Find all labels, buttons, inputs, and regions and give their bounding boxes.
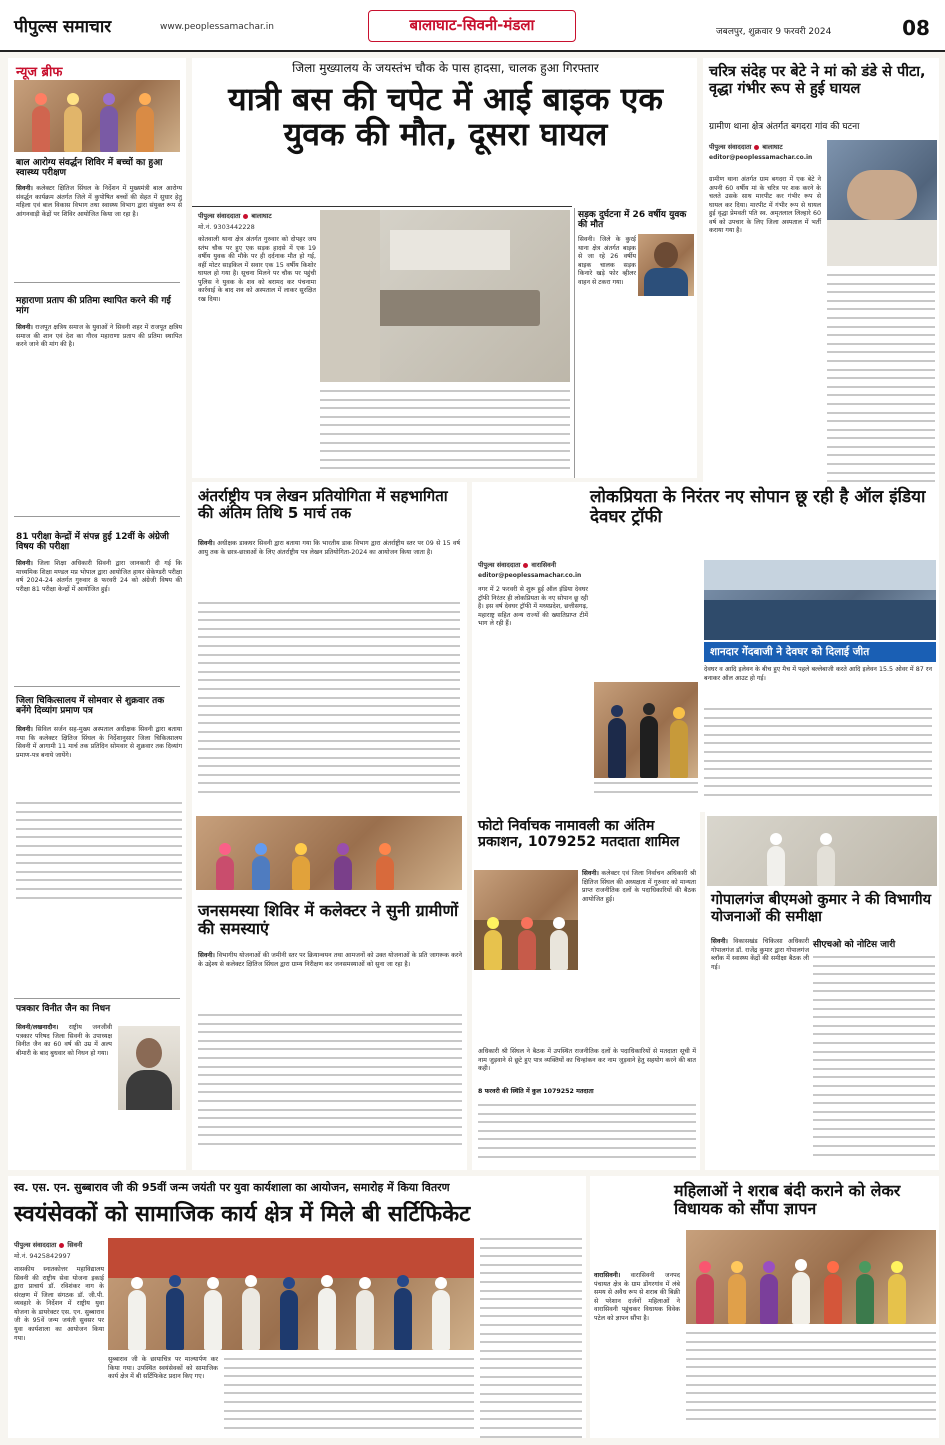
women-memo-photo: [686, 1230, 936, 1324]
volunteers-story: [8, 1176, 586, 1438]
voter-list-dateline: सिवनी।: [582, 870, 599, 877]
lead-story: [192, 58, 697, 478]
public-camp-story: [192, 812, 467, 1170]
masthead-website[interactable]: www.peoplessamachar.in: [160, 22, 274, 32]
volunteers-mobile: मो.नं. 9425842997: [14, 1252, 71, 1260]
brief2-title: महाराणा प्रताप की प्रतिमा स्थापित करने की गई मांग: [16, 296, 171, 317]
team-group-photo: [704, 560, 936, 640]
masthead-logo[interactable]: पीपुल्स समाचार: [14, 17, 112, 37]
lead-headline[interactable]: यात्री बस की चपेट में आई बाइक एक युवक की मौत, दूसरा घायल: [228, 80, 663, 154]
lead-sidebar-body: सिवनी। जिले के कुरई थाना क्षेत्र अंतर्गत बाइक से जा रहे 26 वर्षीय बाइक चालक सड़क किनारे खड़े फोर व्हीलर वाहन से टकरा गया।: [578, 236, 636, 286]
masthead: [0, 0, 945, 52]
voter-list-body2: अधिकारी श्री सिंघल ने बैठक में उपस्थित राजनीतिक दलों के पदाधिकारियों से मतदाता सूची में नाम जुड़वाने से छूटे हुए पात्र व्यक्तियों का चिन्हांकन कर नाम जुड़वाने हेतु सहयोग करने की बात कही।: [478, 1048, 696, 1073]
voter-list-headline[interactable]: फोटो निर्वाचक नामावली का अंतिम प्रकाशन, 1079252 मतदाता शामिल: [478, 818, 680, 851]
lead-body: कोतवाली थाना क्षेत्र अंतर्गत गुरुवार को दोपहर जय स्तंभ चौक पर हुए एक सड़क हादसे में एक 19 वर्षीय युवक की मौके पर ही दर्दनाक मौत हो गई, वहीं मोटर साइकिल में सवार एक 15 वर्षीय किशोर घायल हो गया है। सूचना मिलने पर चौक पर पहुंची पुलिस ने युवक के शव को बरामद कर पंचनामा कार्रवाई के बाद शव को अस्पताल में लाकर सुरक्षित रख दिया।: [198, 236, 316, 303]
voter-list-body: [582, 870, 696, 1044]
brief4-title: जिला चिकित्सालय में सोमवार से शुक्रवार तक बनेंगे दिव्यांग प्रमाण पत्र: [16, 696, 165, 717]
women-memo-story: [590, 1176, 939, 1438]
brief1-dateline: सिवनी।: [16, 185, 33, 192]
voter-list-text: कलेक्टर एवं जिला निर्वाचन अधिकारी श्री क्षितिज सिंघल की अध्यक्षता में गुरुवार को मान्यता प्राप्त राजनीतिक दलों के पदाधिकारियों की बैठक आयोजित हुई।: [582, 870, 696, 903]
brief1-text: कलेक्टर क्षितिज सिंघल के निर्देशन में मुख्यमंत्री बाल आरोग्य संवर्द्धन कार्यक्रम अंतर्गत जिले में कुपोषित बच्चों की सेहत में सुधार हेतु महिला एवं बाल विकास विभाग तथा स्वास्थ्य विभाग द्वारा संयुक्त रूप से आंगनवाड़ी केंद्रों पर शिविर आयोजित किया जा रहा है।: [16, 185, 182, 218]
brief5-dateline: सिवनी/लखनादौन।: [16, 1024, 59, 1031]
brief1-title: बाल आरोग्य संवर्द्धन शिविर में बच्चों का हुआ स्वास्थ्य परीक्षण: [16, 158, 163, 179]
right-top-headline[interactable]: चरित्र संदेह पर बेटे ने मां को डंडे से पीटा, वृद्धा गंभीर रूप से हुई घायल: [709, 64, 926, 97]
volunteers-kicker: स्व. एस. एन. सुब्बाराव जी की 95वीं जन्म जयंती पर युवा कार्यशाला का आयोजन, समारोह में किया वितरण: [14, 1181, 450, 1194]
right-top-sub: ग्रामीण थाना क्षेत्र अंतर्गत बगदरा गांव की घटना: [709, 122, 860, 132]
voter-list-highlight: 8 फरवरी की स्थिति में कुल 1079252 मतदाता: [478, 1088, 594, 1095]
women-memo-text: वारासिवनी जनपद पंचायत क्षेत्र के ग्राम डोंगरगांव में लंबे समय से अवैध रूप से शराब की बिक्री से परेशान दर्जनों महिलाओं ने वारासिवनी पहुंचकर विधायक विवेक पटेल को ज्ञापन सौंपा है।: [594, 1272, 680, 1322]
gopalganj-headline[interactable]: गोपालगंज बीएमओ कुमार ने की विभागीय योजनाओं की समीक्षा: [711, 892, 931, 925]
trophy-body: नगर में 2 फरवरी से शुरू हुई ऑल इंडिया देवघर ट्रॉफी निरंतर ही लोकप्रियता के नए सोपान छू रही है। इस वर्ष देवघर ट्रॉफी में मध्यप्रदेश, छत्तीसगढ़, महाराष्ट्र सहित अन्य राज्यों की ख्यातिप्राप्त टीमें भाग ले रही हैं।: [478, 586, 588, 628]
certificate-ceremony-photo: [108, 1238, 474, 1350]
region-title: बालाघाट-सिवनी-मंडला: [409, 16, 535, 34]
brief3-title: 81 परीक्षा केन्द्रों में संपन्न हुई 12वीं के अंग्रेजी विषय की परीक्षा: [16, 532, 169, 553]
volunteers-headline[interactable]: स्वयंसेवकों को सामाजिक कार्य क्षेत्र में मिले बी सर्टिफिकेट: [14, 1202, 471, 1227]
lead-byline: पीपुल्स संवाददाता बालाघाट: [198, 212, 272, 220]
brief3-body: [16, 560, 182, 680]
vineet-jain-portrait: [118, 1026, 180, 1110]
trophy-email[interactable]: editor@peoplessamachar.co.in: [478, 572, 582, 579]
voter-meeting-photo: [474, 870, 578, 970]
trophy-headline[interactable]: लोकप्रियता के निरंतर नए सोपान छू रही है ऑल इंडिया देवघर ट्रॉफी: [590, 487, 926, 527]
page-number: 08: [898, 16, 934, 44]
trophy-caption: शानदार गेंदबाजी ने देवघर को दिलाई जीत: [710, 646, 870, 658]
region-banner: [368, 10, 576, 42]
brief1-body: [16, 185, 182, 255]
brief3-text: जिला शिक्षा अधिकारी सिवनी द्वारा जानकारी दी गई कि माध्यमिक शिक्षा मण्डल मप्र भोपाल द्वारा आयोजित हायर सेकेण्डरी परीक्षा वर्ष 2024-24 अंतर्गत गुरुवार 8 फरवरी 24 को अंग्रेजी विषय की परीक्षा 81 परीक्षा केन्द्रों में आयोजित हुई।: [16, 560, 182, 593]
brief5-title: पत्रकार विनीत जैन का निधन: [16, 1004, 111, 1014]
letter-writing-dateline: सिवनी।: [198, 540, 215, 547]
health-camp-photo: [14, 80, 180, 152]
public-camp-headline[interactable]: जनसमस्या शिविर में कलेक्टर ने सुनी ग्रामीणों की समस्याएं: [198, 901, 459, 939]
gopalganj-photo: [707, 816, 937, 886]
brief3-dateline: सिवनी।: [16, 560, 33, 567]
trophy-winners-photo: [594, 682, 698, 778]
brief5-body: [16, 1024, 112, 1164]
public-camp-body: [198, 952, 462, 1006]
brief2-dateline: सिवनी।: [16, 324, 33, 331]
women-memo-headline[interactable]: महिलाओं ने शराब बंदी कराने को लेकर विधायक को सौंपा ज्ञापन: [674, 1181, 901, 1219]
volunteers-body: शासकीय स्नातकोत्तर महाविद्यालय सिवनी की राष्ट्रीय सेवा योजना इकाई द्वारा प्राचार्य डॉ. रविशंकर नाग के संरक्षण में जिला संगठक डॉ. जी.पी. व्यवहारे के निर्देशन में राष्ट्रीय युवा योजना के डायरेक्टर एस. एन. सुब्बाराव जी के 95वें जन्म जयंती सुवसर पर युवा कार्यशाला का आयोजन किया गया।: [14, 1266, 104, 1342]
lead-sidebar-title: सड़क दुर्घटना में 26 वर्षीय युवक की मौत: [578, 210, 687, 231]
brief5-text: राष्ट्रीय जनजीवी पत्रकार परिषद जिला सिवनी के उपाध्यक्ष विनीत जैन का 60 वर्ष की उम्र में अल्प बीमारी के बाद बुधवार को निधन हो गया।: [16, 1024, 112, 1057]
volunteers-body2: सुब्बाराव जी के छायाचित्र पर माल्यार्पण कर किया गया। उपस्थित स्वयंसेवकों को सामाजिक कार्य क्षेत्र में बी सर्टिफिकेट प्रदान किए गए।: [108, 1356, 218, 1381]
letter-writing-story: [192, 482, 467, 812]
trophy-caption-bar: [704, 642, 936, 662]
right-top-body: ग्रामीण थाना अंतर्गत ग्राम बगदरा में एक बेटे ने अपनी 60 वर्षीय मां के चरित्र पर शक करने के चलते उसके साथ मारपीट कर गंभीर रूप से घायल कर दिया। मारपीट में गंभीर रूप से घायल हुई वृद्धा प्रेमवती पति स्व. अमृतलाल लिल्हारे 60 वर्ष को उपचार के लिए जिला अस्पताल में भर्ती कराया गया है।: [709, 176, 821, 235]
hospital-photo: [320, 210, 570, 382]
brief2-body: [16, 324, 182, 404]
lead-kicker: जिला मुख्यालय के जयस्तंभ चौक के पास हादसा, चालक हुआ गिरफ्तार: [292, 61, 599, 75]
trophy-byline: पीपुल्स संवाददाता वारासिवनी: [478, 561, 557, 569]
news-brief-column: [8, 58, 186, 1170]
public-camp-text: विभागीय योजनाओं की जमीनी स्तर पर क्रियान्वयन तथा आमजनों को उक्त योजनाओं के प्रति जागरूक करने के उद्देश्य से कलेक्टर क्षितिज सिंघल द्वारा ग्राम्य निरीक्षण कर जनसमस्याओं को सुना जा रहा है।: [198, 952, 462, 968]
public-camp-photo: [196, 816, 462, 890]
women-memo-body: [594, 1272, 680, 1432]
gopalganj-text: विकासखंड चिकित्सा अधिकारी गोपालगंज डॉ. राजेंद्र कुमार द्वारा गोपालगंज ब्लॉक में स्वास्थ्य केंद्रों की समीक्षा बैठक ली गई।: [711, 938, 809, 971]
gopalganj-notice: सीएचओ को नोटिस जारी: [813, 940, 896, 950]
letter-writing-text: अधीक्षक डाकघर सिवनी द्वारा बताया गया कि भारतीय डाक विभाग द्वारा अंतर्राष्ट्रीय स्तर पर 09 से 15 वर्ष आयु तक के छात्र-छात्राओं के लिए अंतर्राष्ट्रीय पत्र लेखन प्रतियोगिता-2024 का आयोजन किया जाता है।: [198, 540, 460, 556]
brief4-text: सिविल सर्जन सह-मुख्य अस्पताल अधीक्षक सिवनी द्वारा बताया गया कि कलेक्टर क्षितिज सिंघल के निर्देशानुसार जिला चिकित्सालय सिवनी में आगामी 11 मार्च तक प्रतिदिन सोमवार से शुक्रवार तक दिव्यांग प्रमाण-पत्र बनाये जायेंगे।: [16, 726, 182, 759]
voter-list-story: [472, 812, 700, 1170]
lead-mobile: मो.नं. 9303442228: [198, 223, 255, 231]
volunteers-byline: पीपुल्स संवाददाता सिवनी: [14, 1241, 83, 1249]
brief2-text: राजपूत क्षत्रिय समाज के युवाओं ने सिवनी शहर में राजपूत क्षत्रिय समाज की शान एवं देश का गौरव महाराणा प्रताप की प्रतिमा स्थापित करने जाने की मांग की है।: [16, 324, 182, 349]
public-camp-dateline: सिवनी।: [198, 952, 215, 959]
injured-woman-photo: [827, 140, 937, 266]
right-top-byline: पीपुल्स संवाददाता बालाघाट: [709, 143, 783, 151]
sidebar-victim-photo: [638, 234, 694, 296]
news-brief-label: न्यूज ब्रीफ: [16, 65, 63, 80]
gopalganj-story: [705, 812, 939, 1170]
gopalganj-dateline: सिवनी।: [711, 938, 728, 945]
women-memo-dateline: वारासिवनी।: [594, 1272, 621, 1279]
brief4-dateline: सिवनी।: [16, 726, 33, 733]
letter-writing-headline[interactable]: अंतर्राष्ट्रीय पत्र लेखन प्रतियोगिता में सहभागिता की अंतिम तिथि 5 मार्च तक: [198, 487, 448, 523]
trophy-caption-body: देवघर व आदि इलेवन के बीच हुए मैच में पहले बल्लेबाजी करते आदि इलेवन 15.5 ओवर में 87 रन बनाकर ऑल आउट हो गई।: [704, 666, 932, 682]
right-top-email[interactable]: editor@peoplessamachar.co.in: [709, 154, 813, 161]
dateline: जबलपुर, शुक्रवार 9 फरवरी 2024: [716, 27, 832, 37]
trophy-story: [472, 482, 939, 812]
gopalganj-body: [711, 938, 809, 1166]
